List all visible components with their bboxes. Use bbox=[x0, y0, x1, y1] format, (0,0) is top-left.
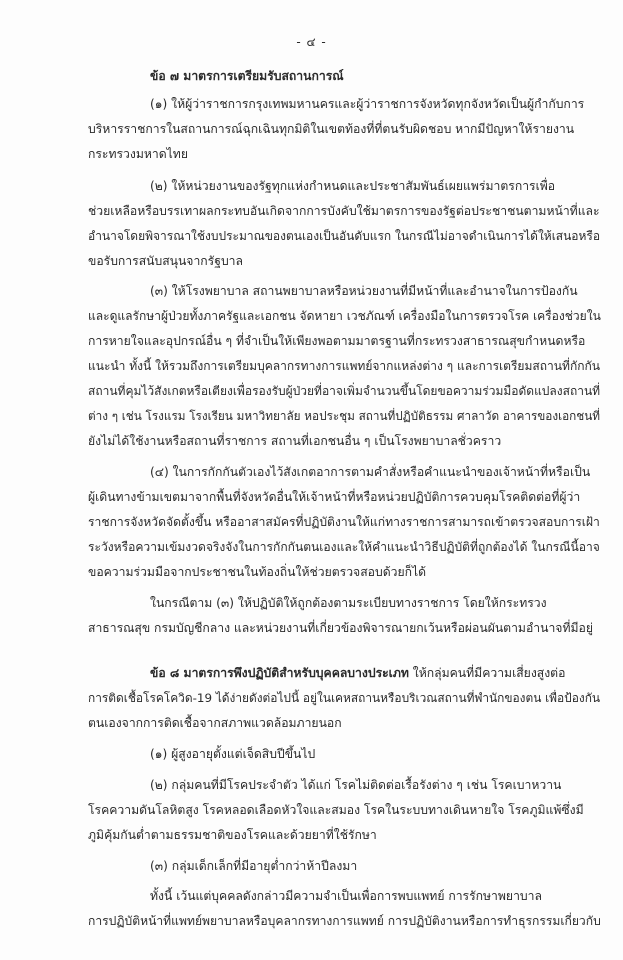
paragraph-line: และดูแลรักษาผู้ป่วยทั้งภาครัฐและเอกชน จัดหายา เวชภัณฑ์ เครื่องมือในการตรวจโรค เครื่องช่วยใน bbox=[88, 309, 601, 323]
paragraph-line: (๓) ให้โรงพยาบาล สถานพยาบาลหรือหน่วยงานที่มีหน้าที่และอำนาจในการป้องกัน bbox=[150, 284, 578, 298]
paragraph-line: บริหารราชการในสถานการณ์ฉุกเฉินทุกมิติในเขตท้องที่ที่ตนรับผิดชอบ หากมีปัญหาให้รายงาน bbox=[88, 122, 575, 136]
paragraph-line: กระทรวงมหาดไทย bbox=[88, 147, 188, 161]
paragraph-line: อำนาจโดยพิจารณาใช้งบประมาณของตนเองเป็นอันดับแรก ในกรณีไม่อาจดำเนินการได้ให้เสนอหรือ bbox=[88, 229, 601, 243]
paragraph-line: ขอรับการสนับสนุนจากรัฐบาล bbox=[88, 254, 243, 268]
paragraph-line: (๒) ให้หน่วยงานของรัฐทุกแห่งกำหนดและประชาสัมพันธ์เผยแพร่มาตรการเพื่อ bbox=[150, 179, 556, 193]
paragraph-line: (๑) ผู้สูงอายุตั้งแต่เจ็ดสิบปีขึ้นไป bbox=[150, 747, 316, 761]
paragraph-line: การหายใจและอุปกรณ์อื่น ๆ ที่จำเป็นให้เพียงพอตามมาตรฐานที่กระทรวงสาธารณสุขกำหนดหรือ bbox=[88, 334, 586, 348]
paragraph-line: (๓) กลุ่มเด็กเล็กที่มีอายุต่ำกว่าห้าปีลงมา bbox=[150, 859, 358, 873]
paragraph-line: ภูมิคุ้มกันต่ำตามธรรมชาติของโรคและด้วยยาที่ใช้รักษา bbox=[88, 828, 377, 842]
paragraph-line: ในกรณีตาม (๓) ให้ปฏิบัติให้ถูกต้องตามระเบียบทางราชการ โดยให้กระทรวง bbox=[150, 596, 547, 610]
paragraph-line: สาธารณสุข กรมบัญชีกลาง และหน่วยงานที่เกี่ยวข้องพิจารณายกเว้นหรือผ่อนผันตามอำนาจที่มีอยู่ bbox=[88, 621, 593, 635]
paragraph-line: ขอความร่วมมือจากประชาชนในท้องถิ่นให้ช่วยตรวจสอบด้วยก็ได้ bbox=[88, 565, 427, 579]
article-8-heading: ข้อ ๘ มาตรการพึงปฏิบัติสำหรับบุคคลบางประเภท bbox=[150, 666, 409, 680]
paragraph-line: โรคความดันโลหิตสูง โรคหลอดเลือดหัวใจและสมอง โรคในระบบทางเดินหายใจ โรคภูมิแพ้ซึ่งมี bbox=[88, 803, 584, 817]
article-8-heading-line bbox=[150, 665, 565, 681]
paragraph-line: ช่วยเหลือหรือบรรเทาผลกระทบอันเกิดจากการบังคับใช้มาตรการของรัฐต่อประชาชนตามหน้าที่และ bbox=[88, 204, 600, 218]
paragraph-line: ราชการจังหวัดจัดตั้งขึ้น หรืออาสาสมัครที่ปฏิบัติงานให้แก่ทางราชการสามารถเข้าตรวจสอบการเฝ้า bbox=[88, 515, 600, 529]
paragraph-line: สถานที่คุมไว้สังเกตหรือเตียงเพื่อรองรับผู้ป่วยที่อาจเพิ่มจำนวนขึ้นโดยขอความร่วมมือดัดแปลงสถานที่ bbox=[88, 384, 601, 398]
paragraph-line: (๑) ให้ผู้ว่าราชการกรุงเทพมหานครและผู้ว่าราชการจังหวัดทุกจังหวัดเป็นผู้กำกับการ bbox=[150, 97, 585, 111]
paragraph-line: (๔) ในการกักกันตัวเองไว้สังเกตอาการตามคำสั่งหรือคำแนะนำของเจ้าหน้าที่หรือเป็น bbox=[150, 465, 591, 479]
paragraph-line: ยังไม่ได้ใช้งานหรือสถานที่ราชการ สถานที่เอกชนอื่น ๆ เป็นโรงพยาบาลชั่วคราว bbox=[88, 434, 502, 448]
paragraph-line: (๒) กลุ่มคนที่มีโรคประจำตัว ได้แก่ โรคไม่ติดต่อเรื้อรังต่าง ๆ เช่น โรคเบาหวาน bbox=[150, 778, 562, 792]
article-8-heading-rest: ให้กลุ่มคนที่มีความเสี่ยงสูงต่อ bbox=[408, 666, 566, 680]
paragraph-line: ผู้เดินทางข้ามเขตมาจากพื้นที่จังหวัดอื่นให้เจ้าหน้าที่หรือหน่วยปฏิบัติการควบคุมโรคติดต่อที่ผู้ว่า bbox=[88, 490, 581, 504]
paragraph-line: ทั้งนี้ เว้นแต่บุคคลดังกล่าวมีความจำเป็นเพื่อการพบแพทย์ การรักษาพยาบาล bbox=[150, 889, 542, 903]
page-number: - ๔ - bbox=[296, 35, 327, 49]
paragraph-line: ต่าง ๆ เช่น โรงแรม โรงเรียน มหาวิทยาลัย หอประชุม สถานที่ปฏิบัติธรรม ศาลาวัด อาคารของเอกชนที่ bbox=[88, 409, 601, 423]
paragraph-line: การติดเชื้อโรคโควิด-19 ได้ง่ายดังต่อไปนี้ อยู่ในเคหสถานหรือบริเวณสถานที่พำนักของตน เพื่อป้องกัน bbox=[88, 691, 601, 705]
paragraph-line: แนะนำ ทั้งนี้ ให้รวมถึงการเตรียมบุคลากรทางการแพทย์จากแหล่งต่าง ๆ และการเตรียมสถานที่กักกัน bbox=[88, 359, 601, 373]
paragraph-line: ระวังหรือความเข้มงวดจริงจังในการกักกันตนเองและให้คำแนะนำวิธีปฏิบัติที่ถูกต้องได้ ในกรณีนี้อาจ bbox=[88, 540, 600, 554]
paragraph-line: การปฏิบัติหน้าที่แพทย์พยาบาลหรือบุคลากรทางการแพทย์ การปฏิบัติงานหรือการทำธุรกรรมเกี่ยวกับ bbox=[88, 914, 601, 928]
article-7-heading: ข้อ ๗ มาตรการเตรียมรับสถานการณ์ bbox=[150, 69, 344, 83]
paragraph-line: ตนเองจากการติดเชื้อจากสภาพแวดล้อมภายนอก bbox=[88, 716, 342, 730]
